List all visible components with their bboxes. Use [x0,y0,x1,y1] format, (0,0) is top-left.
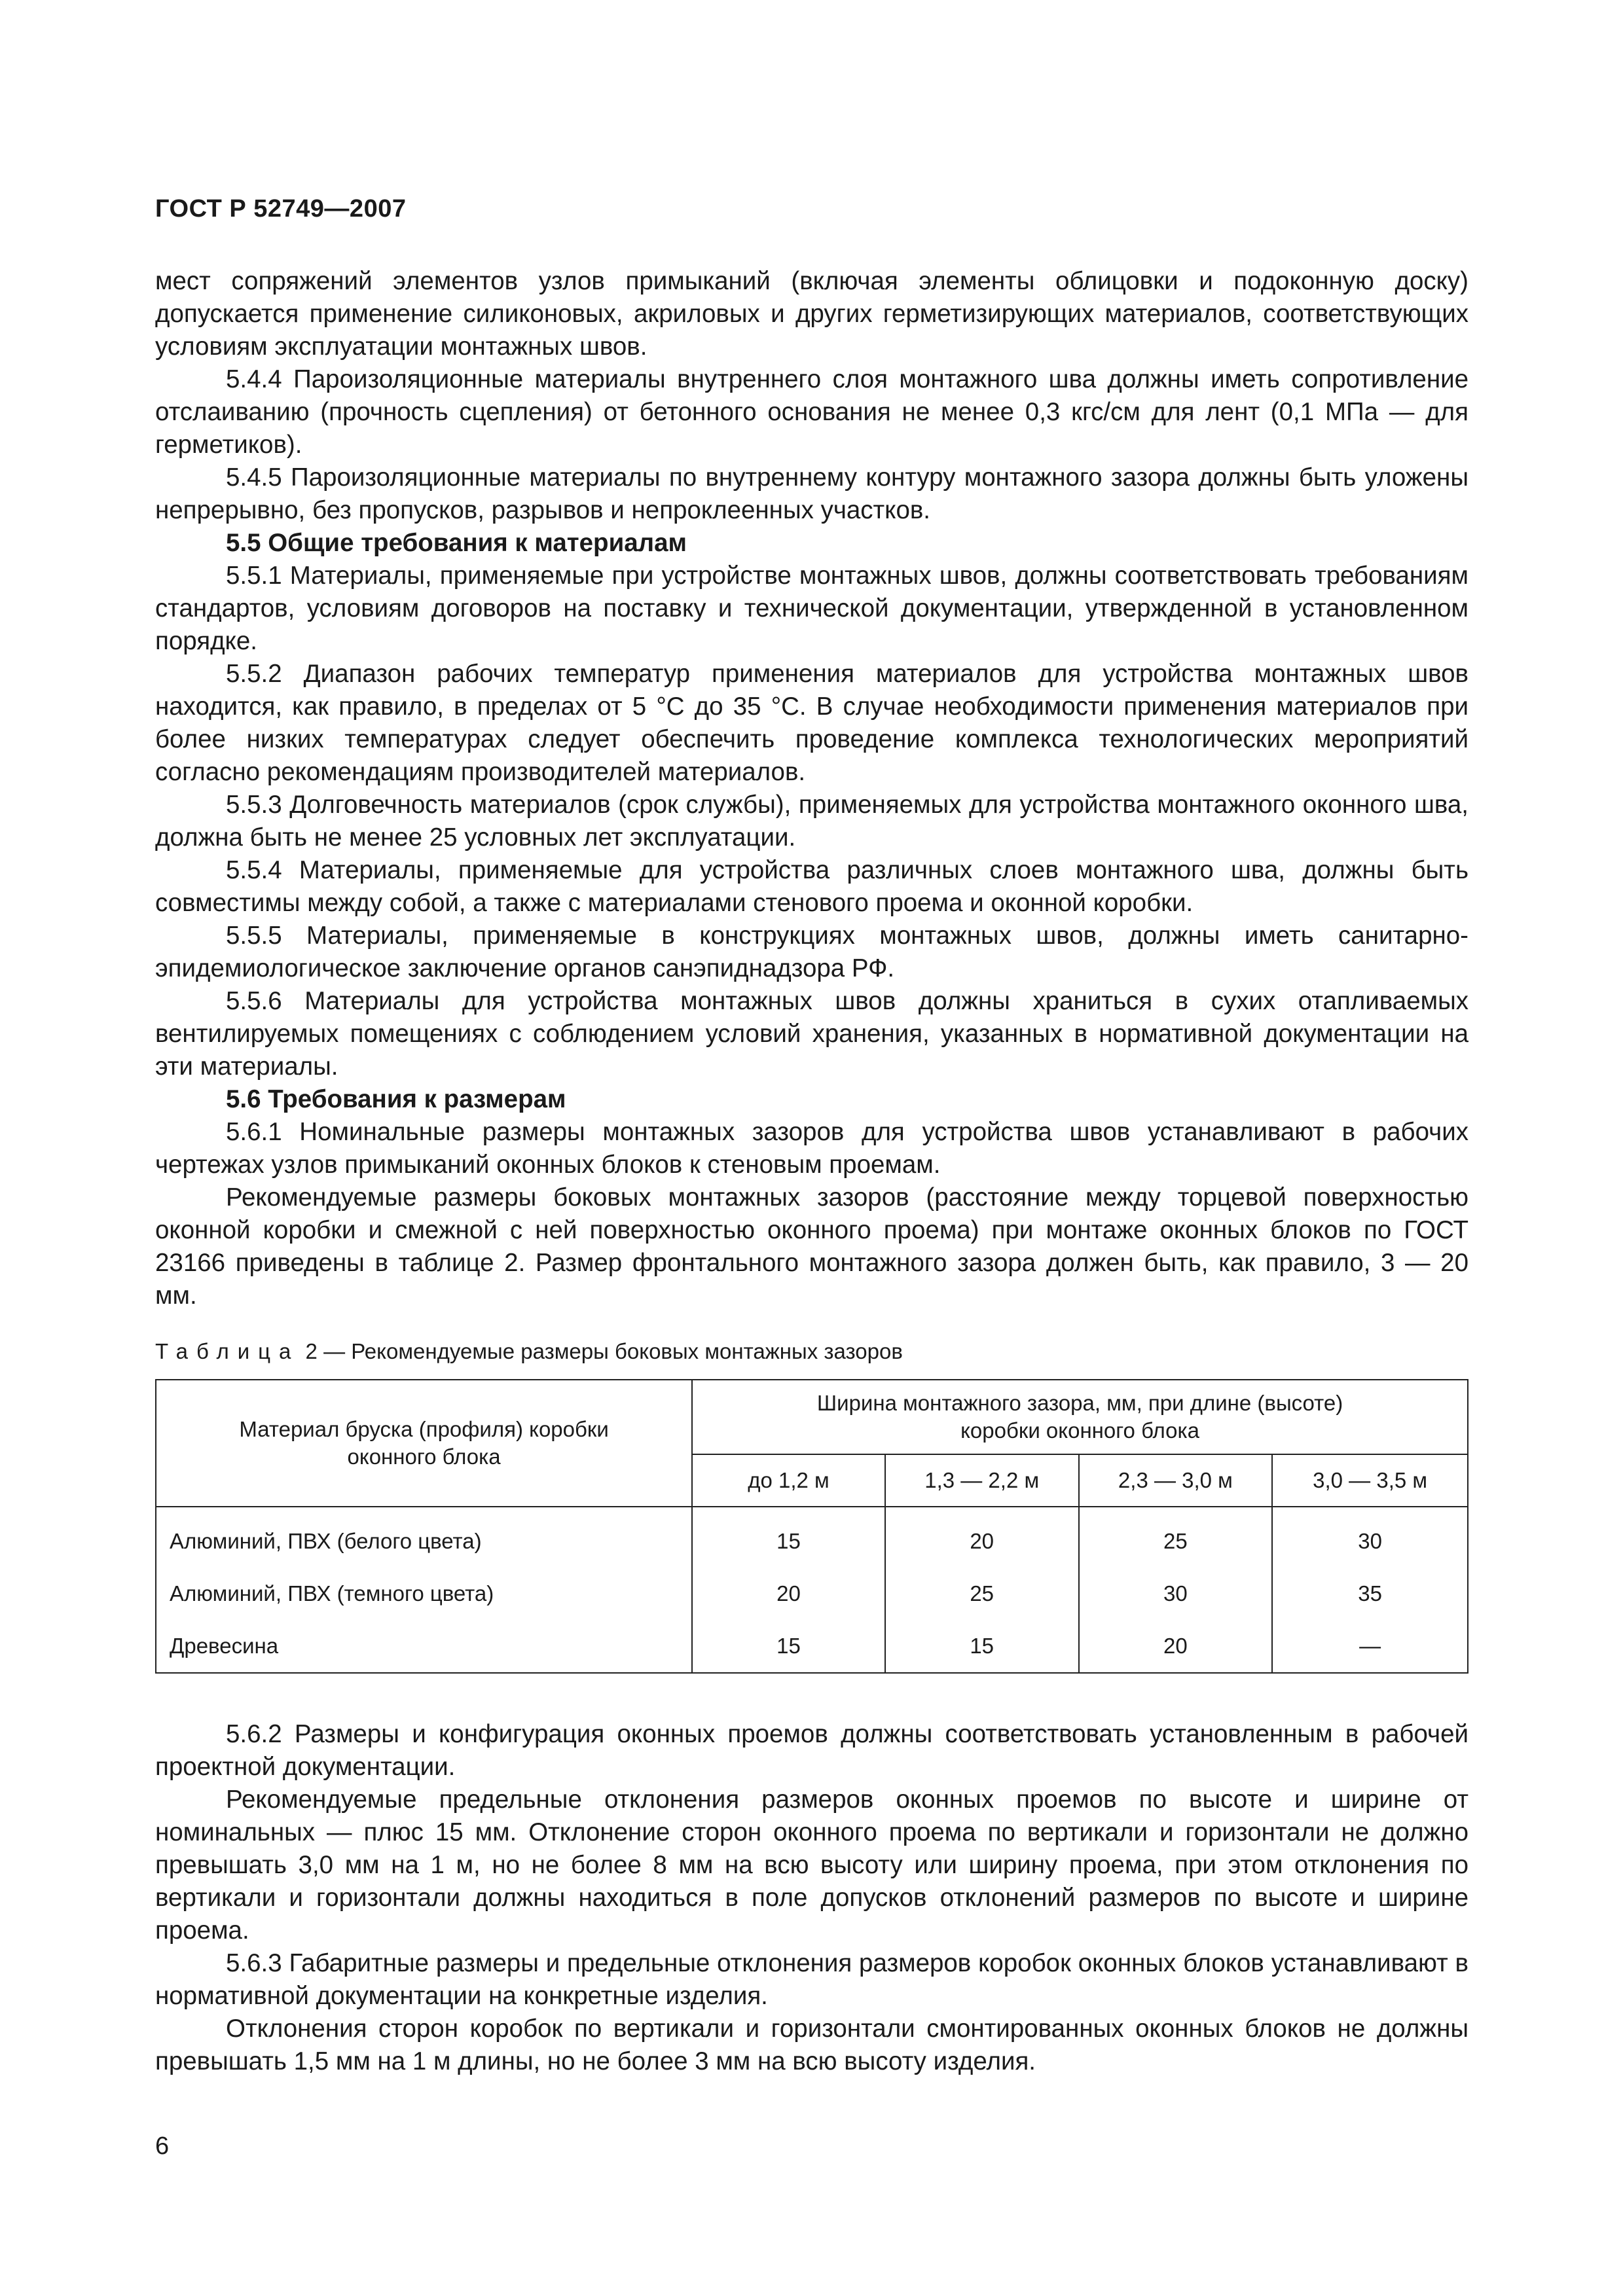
table-caption-label: Таблица [155,1339,300,1363]
table-cell: 30 [1079,1568,1273,1620]
document-header: ГОСТ Р 52749—2007 [155,195,407,223]
table-cell: 25 [885,1568,1079,1620]
table-caption [155,1337,1468,1366]
table-cell: 15 [692,1620,885,1673]
paragraph: Рекомендуемые предельные отклонения размеров оконных проемов по высоте и ширине от номинальных — плюс 15 мм. Отклонение сторон оконного проема по вертикали и горизонтали не должно превышать 3,0 мм на 1 м, но не более 8 мм на всю высоту или ширину проема, при этом отклонения по вертикали и горизонтали должны находиться в поле допусков отклонений размеров по высоте и ширине проема. [155,1785,1468,1945]
paragraph: 5.5.2 Диапазон рабочих температур применения материалов для устройства монтажных швов находится, как правило, в пределах от 5 °С до 35 °С. В случае необходимости применения материалов при более низких температурах следует обеспечить проведение комплекса технологических мероприятий согласно рекомендациям производителей материалов. [155,660,1468,786]
table-cell: 30 [1272,1507,1468,1568]
table-cell: — [1272,1620,1468,1673]
table-cell: 20 [1079,1620,1273,1673]
table-header-material: Материал бруска (профиля) коробки оконного блока [156,1380,692,1507]
paragraph: 5.5.4 Материалы, применяемые для устройства различных слоев монтажного шва, должны быть совместимы между собой, а также с материалами стенового проема и оконной коробки. [155,856,1468,917]
table-cell: 35 [1272,1568,1468,1620]
paragraph: 5.6.3 Габаритные размеры и предельные отклонения размеров коробок оконных блоков устанавливают в нормативной документации на конкретные изделия. [155,1949,1468,2010]
paragraph: 5.4.5 Пароизоляционные материалы по внутреннему контуру монтажного зазора должны быть уложены непрерывно, без пропусков, разрывов и непроклеенных участков. [155,463,1468,524]
gap-sizes-table [155,1379,1468,1674]
table-row [156,1568,1468,1620]
table-header-width: Ширина монтажного зазора, мм, при длине (высоте) коробки оконного блока [692,1380,1468,1454]
table-cell-material: Древесина [156,1620,692,1673]
table-subheader: 3,0 — 3,5 м [1272,1454,1468,1507]
paragraph: 5.4.4 Пароизоляционные материалы внутреннего слоя монтажного шва должны иметь сопротивление отслаиванию (прочность сцепления) от бетонного основания не менее 0,3 кгс/см для лент (0,1 МПа — для герметиков). [155,365,1468,459]
paragraph: 5.5.6 Материалы для устройства монтажных швов должны храниться в сухих отапливаемых вентилируемых помещениях с соблюдением условий хранения, указанных в нормативной документации на эти материалы. [155,987,1468,1081]
section-heading: 5.6 Требования к размерам [226,1085,566,1113]
table-cell: 15 [885,1620,1079,1673]
table-cell: 15 [692,1507,885,1568]
table-cell: 20 [692,1568,885,1620]
page-number: 6 [155,2132,170,2160]
paragraph: 5.5.1 Материалы, применяемые при устройстве монтажных швов, должны соответствовать требованиям стандартов, условиям договоров на поставку и технической документации, утвержденной в установленном порядке. [155,562,1468,655]
table-cell: 25 [1079,1507,1273,1568]
paragraph: 5.6.2 Размеры и конфигурация оконных проемов должны соответствовать установленным в рабочей проектной документации. [155,1720,1468,1781]
paragraph: Рекомендуемые размеры боковых монтажных зазоров (расстояние между торцевой поверхностью оконной коробки и смежной с ней поверхностью оконного проема) при монтаже оконных блоков по ГОСТ 23166 приведены в таблице 2. Размер фронтального монтажного зазора должен быть, как правило, 3 — 20 мм. [155,1183,1468,1310]
paragraph: Отклонения сторон коробок по вертикали и горизонтали смонтированных оконных блоков не должны превышать 1,5 мм на 1 м длины, но не более 3 мм на всю высоту изделия. [155,2015,1468,2075]
table-subheader: 1,3 — 2,2 м [885,1454,1079,1507]
table-cell: 20 [885,1507,1079,1568]
table-subheader: 2,3 — 3,0 м [1079,1454,1273,1507]
section-heading: 5.5 Общие требования к материалам [226,529,687,557]
table-cell-material: Алюминий, ПВХ (белого цвета) [156,1507,692,1568]
table-cell-material: Алюминий, ПВХ (темного цвета) [156,1568,692,1620]
paragraph: мест сопряжений элементов узлов примыканий (включая элементы облицовки и подоконную доску) допускается применение силиконовых, акриловых и других герметизирующих материалов, соответствующих условиям эксплуатации монтажных швов. [155,267,1468,361]
paragraphs-after-table [155,1718,1468,2078]
page-content [155,265,1468,2078]
table-row [156,1620,1468,1673]
paragraph: 5.5.3 Долговечность материалов (срок службы), применяемых для устройства монтажного оконного шва, должна быть не менее 25 условных лет эксплуатации. [155,791,1468,852]
table-row [156,1507,1468,1568]
table-caption-text: 2 — Рекомендуемые размеры боковых монтажных зазоров [299,1339,903,1363]
paragraph: 5.6.1 Номинальные размеры монтажных зазоров для устройства швов устанавливают в рабочих чертежах узлов примыканий оконных блоков к стеновым проемам. [155,1118,1468,1179]
paragraph: 5.5.5 Материалы, применяемые в конструкциях монтажных швов, должны иметь санитарно-эпидемиологическое заключение органов санэпиднадзора РФ. [155,922,1468,982]
table-subheader: до 1,2 м [692,1454,885,1507]
